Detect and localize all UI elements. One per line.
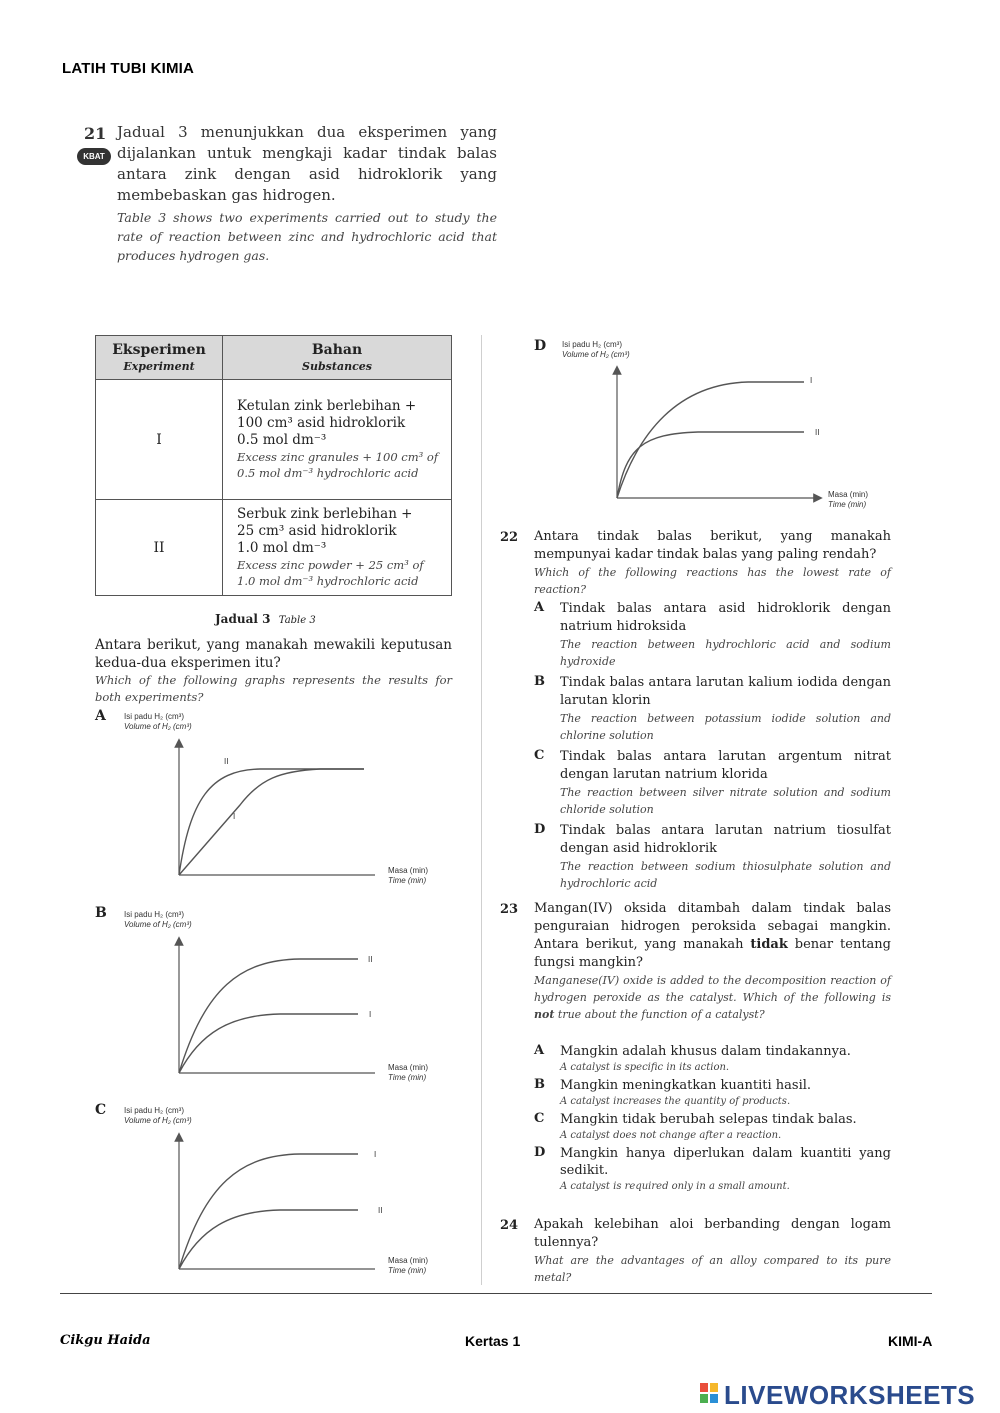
caption-en: Table 3 (278, 615, 316, 626)
substance-en: Excess zinc granules + 100 cm³ of 0.5 mol dm⁻³ hydrochloric acid (237, 450, 439, 480)
table-row (96, 380, 452, 500)
q24-stem-ms: Apakah kelebihan aloi berbanding dengan logam tulennya? (534, 1217, 891, 1250)
q23-stem-ms-bold: tidak (750, 937, 788, 952)
q23-stem-ms-pre: Mangan(IV) oksida ditambah dalam tindak balas penguraian hidrogen peroksida sebagai mangkin. Antara berikut, yang manakah (534, 901, 891, 952)
option-text-ms: Mangkin adalah khusus dalam tindakannya. (560, 1044, 851, 1059)
x-label-ms: Masa (min) (388, 1063, 429, 1072)
option-text-en: The reaction between silver nitrate solution and sodium chloride solution (560, 786, 891, 816)
q23-stem-en-post: true about the function of a catalyst? (554, 1008, 765, 1021)
option-letter: C (534, 748, 545, 763)
q23-stem-ms-post: benar tentang fungsi mangkin? (534, 937, 891, 970)
q23-stem-en (534, 972, 891, 1023)
q21-number: 21 (84, 124, 107, 143)
x-label-en: Time (min) (828, 500, 867, 509)
graph-a-curve-label-top: II (224, 757, 229, 766)
option-letter: A (534, 600, 545, 615)
substance-line: 1.0 mol dm⁻³ (237, 540, 327, 556)
option-text-en: A catalyst is required only in a small amount. (560, 1181, 790, 1192)
x-label-ms: Masa (min) (828, 490, 869, 499)
q24-number: 24 (500, 1218, 519, 1233)
col1-label-en: Experiment (123, 360, 195, 373)
footer-code: KIMI-A (888, 1333, 933, 1349)
option-text-ms: Mangkin hanya diperlukan dalam kuantiti yang sedikit. (560, 1146, 891, 1178)
graph-b-curve-label-bottom: I (369, 1010, 372, 1019)
q23-number: 23 (500, 902, 519, 917)
graph-b (170, 933, 390, 1083)
graph-a (170, 735, 390, 885)
option-text-ms: Tindak balas antara larutan kalium iodida dengan larutan klorin (560, 675, 891, 708)
graph-b-x-label (388, 1063, 428, 1083)
x-label-en: Time (min) (388, 876, 427, 885)
footer-divider (60, 1293, 932, 1294)
y-label-en: Volume of H₂ (cm³) (124, 920, 192, 929)
y-label-ms: Isi padu H₂ (cm³) (124, 1106, 185, 1115)
graph-a-y-label (124, 712, 192, 732)
q22-option-c[interactable] (534, 748, 891, 818)
option-text-ms: Mangkin tidak berubah selepas tindak balas. (560, 1112, 857, 1127)
q21-option-c-letter[interactable]: C (95, 1102, 107, 1118)
curve-i (179, 769, 364, 875)
graph-d-curve-label-top: I (810, 376, 813, 385)
substance-line: 0.5 mol dm⁻³ (237, 432, 327, 448)
table-cell-substances (223, 380, 452, 500)
q21-prompt (95, 636, 452, 706)
table-row (96, 500, 452, 596)
option-text-en: The reaction between sodium thiosulphate solution and hydrochloric acid (560, 860, 891, 890)
x-label-en: Time (min) (388, 1266, 427, 1275)
graph-c-curve-label-bottom: II (378, 1206, 383, 1215)
x-label-ms: Masa (min) (388, 866, 429, 875)
x-label-en: Time (min) (388, 1073, 427, 1082)
table-cell-substances (223, 500, 452, 596)
graph-a-x-label (388, 866, 428, 886)
graph-d-y-label (562, 340, 630, 360)
y-label-en: Volume of H₂ (cm³) (124, 1116, 192, 1125)
q21-prompt-en: Which of the following graphs represents the results for both experiments? (95, 673, 452, 704)
q22-options (534, 600, 891, 896)
y-label-ms: Isi padu H₂ (cm³) (124, 712, 185, 721)
q23-stem-en-bold: not (534, 1008, 555, 1021)
option-text-en: The reaction between hydrochloric acid and sodium hydroxide (560, 638, 891, 668)
substance-en: Excess zinc powder + 25 cm³ of 1.0 mol dm⁻³ hydrochloric acid (237, 558, 424, 588)
liveworksheets-logo-text: LIVEWORKSHEETS (724, 1380, 976, 1410)
column-divider (481, 335, 482, 1285)
option-text-en: A catalyst does not change after a reaction. (560, 1130, 782, 1141)
option-text-en: A catalyst is specific in its action. (560, 1062, 730, 1073)
q23-option-c[interactable] (534, 1111, 891, 1144)
q21-option-b-letter[interactable]: B (95, 905, 107, 921)
q21-prompt-ms: Antara berikut, yang manakah mewakili keputusan kedua-dua eksperimen itu? (95, 637, 452, 671)
q24-stem-en: What are the advantages of an alloy compared to its pure metal? (534, 1254, 891, 1284)
table-cell-experiment: II (96, 500, 223, 596)
q23-option-d[interactable] (534, 1145, 891, 1195)
x-label-ms: Masa (min) (388, 1256, 429, 1265)
q23-option-b[interactable] (534, 1077, 891, 1110)
table-header-row (96, 336, 452, 380)
option-letter: C (534, 1111, 545, 1126)
option-text-ms: Mangkin meningkatkan kuantiti hasil. (560, 1078, 812, 1093)
table-3 (95, 335, 452, 596)
q22-stem-en: Which of the following reactions has the lowest rate of reaction? (534, 566, 891, 596)
col1-label-ms: Eksperimen (112, 342, 206, 358)
substance-line: 100 cm³ asid hidroklorik (237, 415, 406, 431)
caption-ms: Jadual 3 (215, 612, 271, 626)
col2-label-en: Substances (302, 360, 372, 373)
substance-line: Serbuk zink berlebihan + (237, 506, 413, 522)
q22-stem-ms: Antara tindak balas berikut, yang manakah mempunyai kadar tindak balas yang paling rendah? (534, 529, 891, 562)
curve-ii (617, 432, 804, 498)
curve-i (179, 1154, 358, 1269)
col2-label-ms: Bahan (311, 342, 363, 358)
q22-block (534, 528, 891, 598)
graph-d-x-label (828, 490, 868, 510)
graph-c-x-label (388, 1256, 428, 1276)
option-text-ms: Tindak balas antara larutan natrium tiosulfat dengan asid hidroklorik (560, 823, 891, 856)
curve-ii (179, 1210, 358, 1269)
graph-b-y-label (124, 910, 192, 930)
option-letter: B (534, 1077, 545, 1092)
option-text-en: The reaction between potassium iodide solution and chlorine solution (560, 712, 891, 742)
option-text-ms: Tindak balas antara larutan argentum nitrat dengan larutan natrium klorida (560, 749, 891, 782)
y-label-ms: Isi padu H₂ (cm³) (124, 910, 185, 919)
graph-d-curve-label-bottom: II (815, 428, 820, 437)
table-caption (215, 612, 316, 626)
q22-option-d[interactable] (534, 822, 891, 892)
kbat-badge: KBAT (77, 148, 111, 165)
y-label-en: Volume of H₂ (cm³) (124, 722, 192, 731)
option-letter: D (534, 1145, 546, 1160)
graph-b-curve-label-top: II (368, 955, 373, 964)
q23-block (534, 900, 891, 1023)
curve-i (179, 1014, 358, 1073)
q23-options (534, 1043, 891, 1196)
table-header-experiment (96, 336, 223, 380)
footer-author: Cikgu Haida (60, 1333, 151, 1348)
q21-stem (117, 122, 497, 265)
q23-stem-ms (534, 900, 891, 972)
table-header-substances (223, 336, 452, 380)
q21-stem-en: Table 3 shows two experiments carried out to study the rate of reaction between zinc and hydrochloric acid that produces hydrogen gas. (117, 210, 497, 263)
page-header-title: LATIH TUBI KIMIA (62, 60, 195, 77)
curve-i (617, 382, 804, 498)
q22-option-b[interactable] (534, 674, 891, 744)
liveworksheets-logo-icon (700, 1383, 720, 1405)
option-letter: B (534, 674, 545, 689)
curve-ii (179, 959, 358, 1073)
graph-c-y-label (124, 1106, 192, 1126)
y-label-en: Volume of H₂ (cm³) (562, 350, 630, 359)
option-text-ms: Tindak balas antara asid hidroklorik dengan natrium hidroksida (560, 601, 891, 634)
q21-option-d-letter[interactable]: D (534, 338, 547, 354)
graph-a-curve-label-bottom: I (233, 812, 236, 821)
option-letter: D (534, 822, 546, 837)
q23-stem-en-pre: Manganese(IV) oxide is added to the decomposition reaction of hydrogen peroxide as the catalyst. Which of the following is (534, 974, 891, 1004)
q22-number: 22 (500, 530, 519, 545)
graph-d (608, 362, 833, 507)
substance-line: 25 cm³ asid hidroklorik (237, 523, 397, 539)
graph-c (170, 1129, 390, 1279)
y-label-ms: Isi padu H₂ (cm³) (562, 340, 623, 349)
q24-block (534, 1216, 891, 1286)
option-text-en: A catalyst increases the quantity of products. (560, 1096, 791, 1107)
graph-c-curve-label-top: I (374, 1150, 377, 1159)
q22-option-a[interactable] (534, 600, 891, 670)
curve-ii (179, 769, 364, 875)
q21-stem-ms: Jadual 3 menunjukkan dua eksperimen yang dijalankan untuk mengkaji kadar tindak balas antara zink dengan asid hidroklorik yang membebaskan gas hidrogen. (117, 123, 497, 204)
substance-line: Ketulan zink berlebihan + (237, 398, 417, 414)
option-letter: A (534, 1043, 545, 1058)
footer-paper: Kertas 1 (465, 1333, 521, 1349)
q23-option-a[interactable] (534, 1043, 891, 1076)
table-cell-experiment: I (96, 380, 223, 500)
q21-option-a-letter[interactable]: A (95, 708, 106, 724)
